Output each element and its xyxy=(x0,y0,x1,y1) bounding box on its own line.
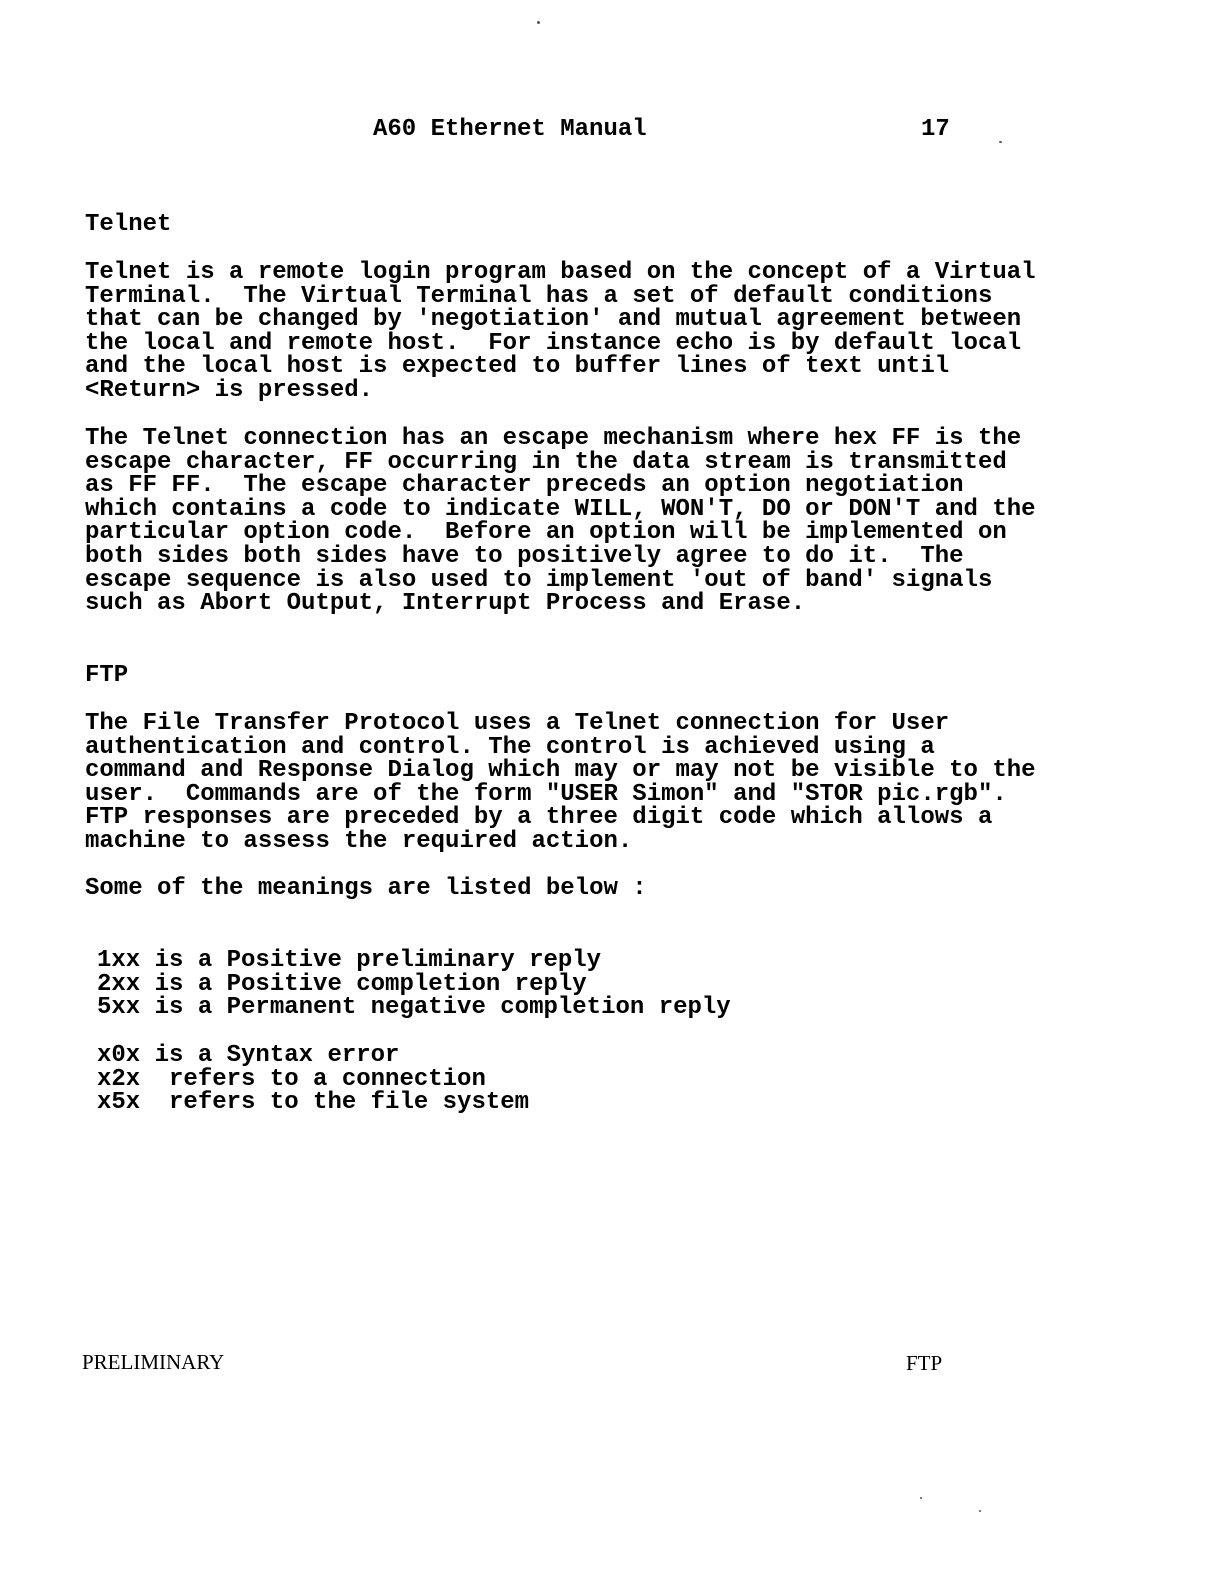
scan-speck xyxy=(920,1497,922,1499)
scan-speck xyxy=(537,21,540,24)
telnet-paragraph-1: Telnet is a remote login program based on the concept of a Virtual Terminal. The Virtual Terminal has a set of default conditions that can be changed by 'negotiation' and mutual agreement between the local and remote host. For instance echo is by default local and the local host is expected to buffer lines of text until <Return> is pressed. xyxy=(85,259,1036,404)
footer-section: FTP xyxy=(906,1351,943,1375)
section-heading-ftp: FTP xyxy=(85,662,129,689)
reply-code-list-1: 1xx is a Positive preliminary reply 2xx is a Positive completion reply 5xx is a Permanent negative completion reply xyxy=(97,947,731,1022)
scan-speck xyxy=(979,1510,981,1512)
ftp-paragraph-1: The File Transfer Protocol uses a Telnet connection for User authentication and control. The control is achieved using a command and Response Dialog which may or may not be visible to the user. Commands are of the form "USER Simon" and "STOR pic.rgb". FTP responses are preceded by a three digit code which allows a machine to assess the required action. xyxy=(85,710,1036,855)
section-heading-telnet: Telnet xyxy=(85,211,172,238)
page-number: 17 xyxy=(921,116,950,143)
telnet-paragraph-2: The Telnet connection has an escape mechanism where hex FF is the escape character, FF occurring in the data stream is transmitted as FF FF. The escape character preceds an option negotiation which contains a code to indicate WILL, WON'T, DO or DON'T and the particular option code. Before an option will be implemented on both sides both sides have to positively agree to do it. The escape sequence is also used to implement 'out of band' signals such as Abort Output, Interrupt Process and Erase. xyxy=(85,425,1036,618)
ftp-paragraph-2: Some of the meanings are listed below : xyxy=(85,875,647,902)
scan-speck xyxy=(999,141,1002,143)
footer-status: PRELIMINARY xyxy=(82,1350,225,1374)
page-header-title: A60 Ethernet Manual xyxy=(373,116,647,143)
reply-code-list-2: x0x is a Syntax error x2x refers to a connection x5x refers to the file system xyxy=(97,1042,530,1117)
